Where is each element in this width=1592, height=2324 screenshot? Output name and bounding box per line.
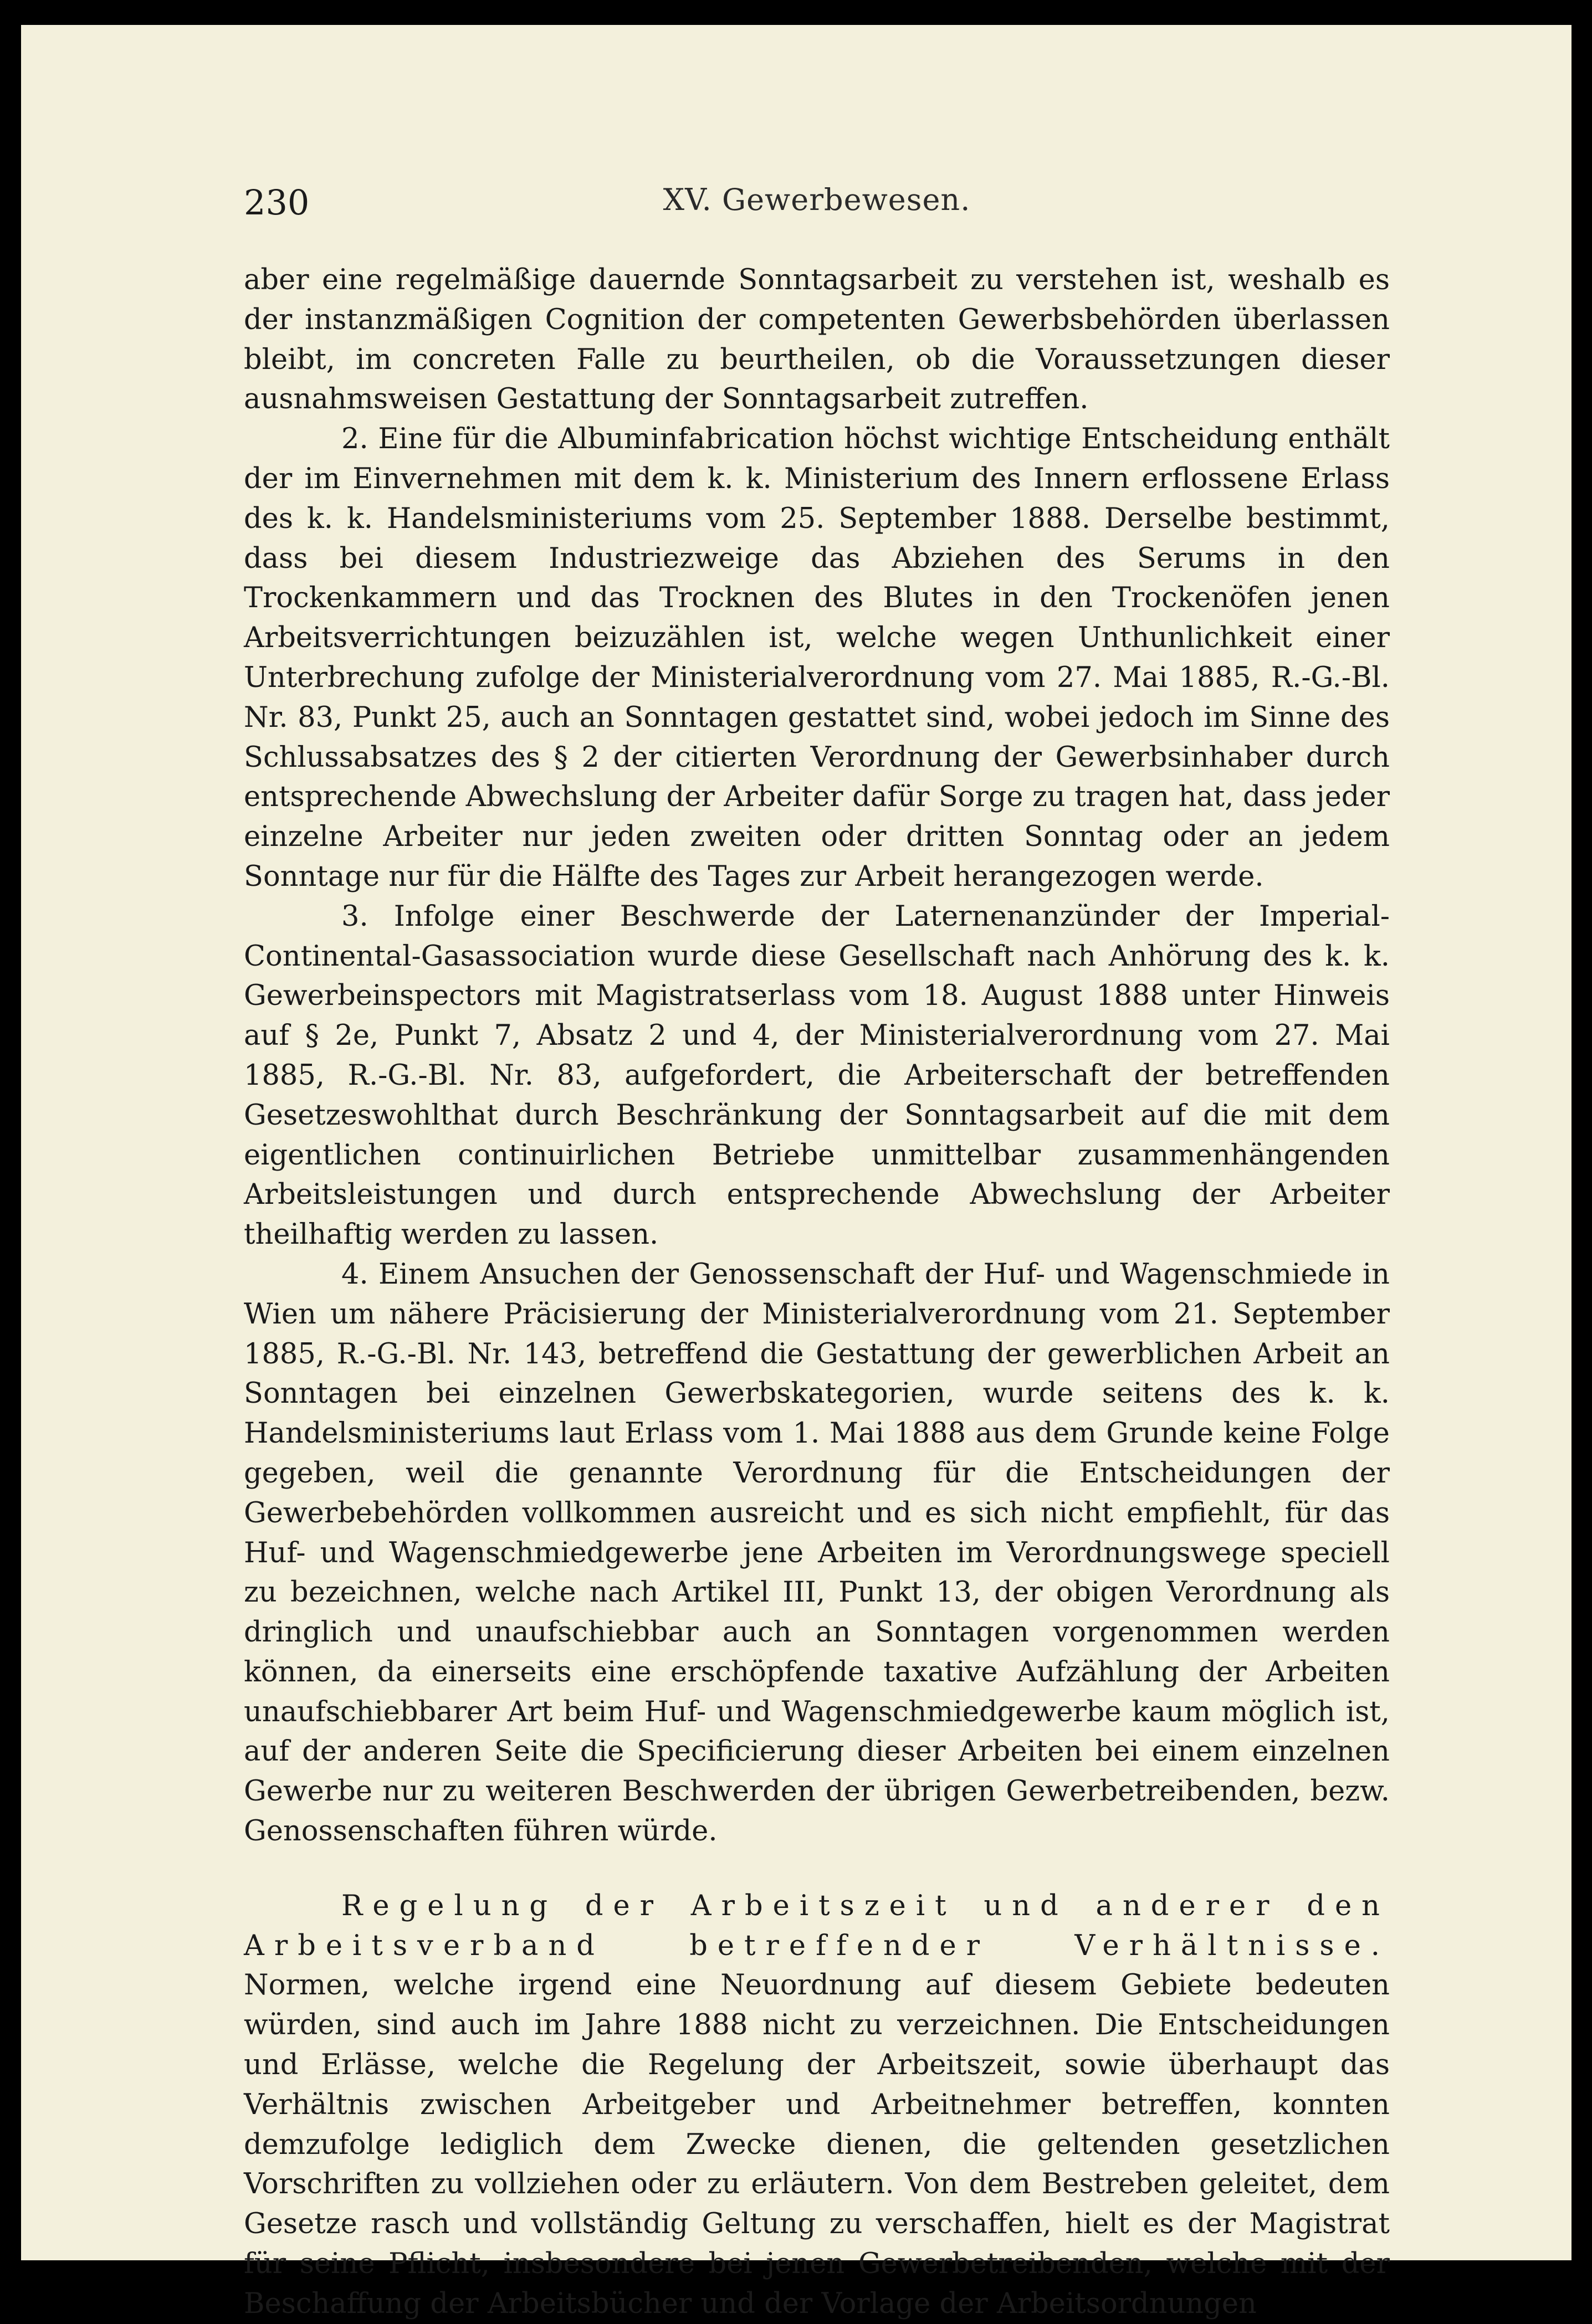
paragraph-section (244, 1886, 1390, 2324)
paragraph-item-2: 2. Eine für die Albuminfabrication höchst wichtige Entscheidung enthält der im Einvernehmen mit dem k. k. Ministerium des Innern erflossene Erlass des k. k. Handelsministeriums vom 25. September 1888. Derselbe bestimmt, dass bei diesem Industriezweige das Abziehen des Serums in den Trockenkammern und das Trocknen des Blutes in den Trockenöfen jenen Arbeitsverrichtungen beizuzählen ist, welche wegen Unthunlichkeit einer Unterbrechung zufolge der Ministerialverordnung vom 27. Mai 1885, R.-G.-Bl. Nr. 83, Punkt 25, auch an Sonntagen gestattet sind, wobei jedoch im Sinne des Schlussabsatzes des § 2 der citierten Verordnung der Gewerbsinhaber durch entsprechende Abwechslung der Arbeiter dafür Sorge zu tragen hat, dass jeder einzelne Arbeiter nur jeden zweiten oder dritten Sonntag oder an jedem Sonntage nur für die Hälfte des Tages zur Arbeit herangezogen werde. (244, 423, 1390, 893)
document-page (21, 25, 1571, 2320)
section-text: Normen, welche irgend eine Neuordnung auf diesem Gebiete bedeuten würden, sind auch im Jahre 1888 nicht zu verzeichnen. Die Entscheidungen und Erlässe, welche die Regelung der Arbeitszeit, sowie überhaupt das Verhältnis zwischen Arbeitgeber und Arbeitnehmer betreffen, konnten demzufolge lediglich dem Zwecke dienen, die geltenden gesetzlichen Vorschriften zu vollziehen oder zu erläutern. Von dem Bestreben geleitet, dem Gesetze rasch und vollständig Geltung zu verschaffen, hielt es der Magistrat für seine Pflicht, insbesondere bei jenen Gewerbetreibenden, welche mit der Beschaffung der Arbeitsbücher und der Vorlage der Arbeitsordnungen (244, 1969, 1390, 2320)
paragraph-continuation: aber eine regelmäßige dauernde Sonntagsarbeit zu verstehen ist, weshalb es der instanzmäßigen Cognition der competenten Gewerbsbehörden überlassen bleibt, im concreten Falle zu beurtheilen, ob die Voraussetzungen dieser ausnahmsweisen Gestattung der Sonntagsarbeit zutreffen. (244, 264, 1390, 416)
body-text (244, 260, 1390, 2324)
page-number: 230 (244, 182, 310, 223)
paragraph-item-4: 4. Einem Ansuchen der Genossenschaft der Huf- und Wagenschmiede in Wien um nähere Präcisierung der Ministerialverordnung vom 21. September 1885, R.-G.-Bl. Nr. 143, betreffend die Gestattung der gewerblichen Arbeit an Sonntagen bei einzelnen Gewerbskategorien, wurde seitens des k. k. Handelsministeriums laut Erlass vom 1. Mai 1888 aus dem Grunde keine Folge gegeben, weil die genannte Verordnung für die Entscheidungen der Gewerbebehörden vollkommen ausreicht und es sich nicht empfiehlt, für das Huf- und Wagenschmiedgewerbe jene Arbeiten im Verordnungswege speciell zu bezeichnen, welche nach Artikel III, Punkt 13, der obigen Verordnung als dringlich und unaufschiebbar auch an Sonntagen vorgenommen werden können, da einerseits eine erschöpfende taxative Aufzählung der Arbeiten unaufschiebbarer Art beim Huf- und Wagenschmiedgewerbe kaum möglich ist, auf der anderen Seite die Specificierung dieser Arbeiten bei einem einzelnen Gewerbe nur zu weiteren Beschwerden der übrigen Gewerbetreibenden, bezw. Genossenschaften führen würde. (244, 1258, 1390, 1848)
running-title: XV. Gewerbewesen. (663, 182, 971, 217)
paragraph-item-3: 3. Infolge einer Beschwerde der Laternenanzünder der Imperial-Continental-Gasassociation wurde diese Gesellschaft nach Anhörung des k. k. Gewerbeinspectors mit Magistratserlass vom 18. August 1888 unter Hinweis auf § 2e, Punkt 7, Absatz 2 und 4, der Ministerialverordnung vom 27. Mai 1885, R.-G.-Bl. Nr. 83, aufgefordert, die Arbeiterschaft der betreffenden Gesetzeswohlthat durch Beschränkung der Sonntagsarbeit auf die mit dem eigentlichen continuirlichen Betriebe unmittelbar zusammenhängenden Arbeitsleistungen und durch entsprechende Abwechslung der Arbeiter theilhaftig werden zu lassen. (244, 900, 1390, 1251)
page-header (244, 182, 1390, 227)
section-heading: Regelung der Arbeitszeit und anderer den Arbeitsverband betreffender Verhältnisse. (244, 1889, 1390, 1962)
